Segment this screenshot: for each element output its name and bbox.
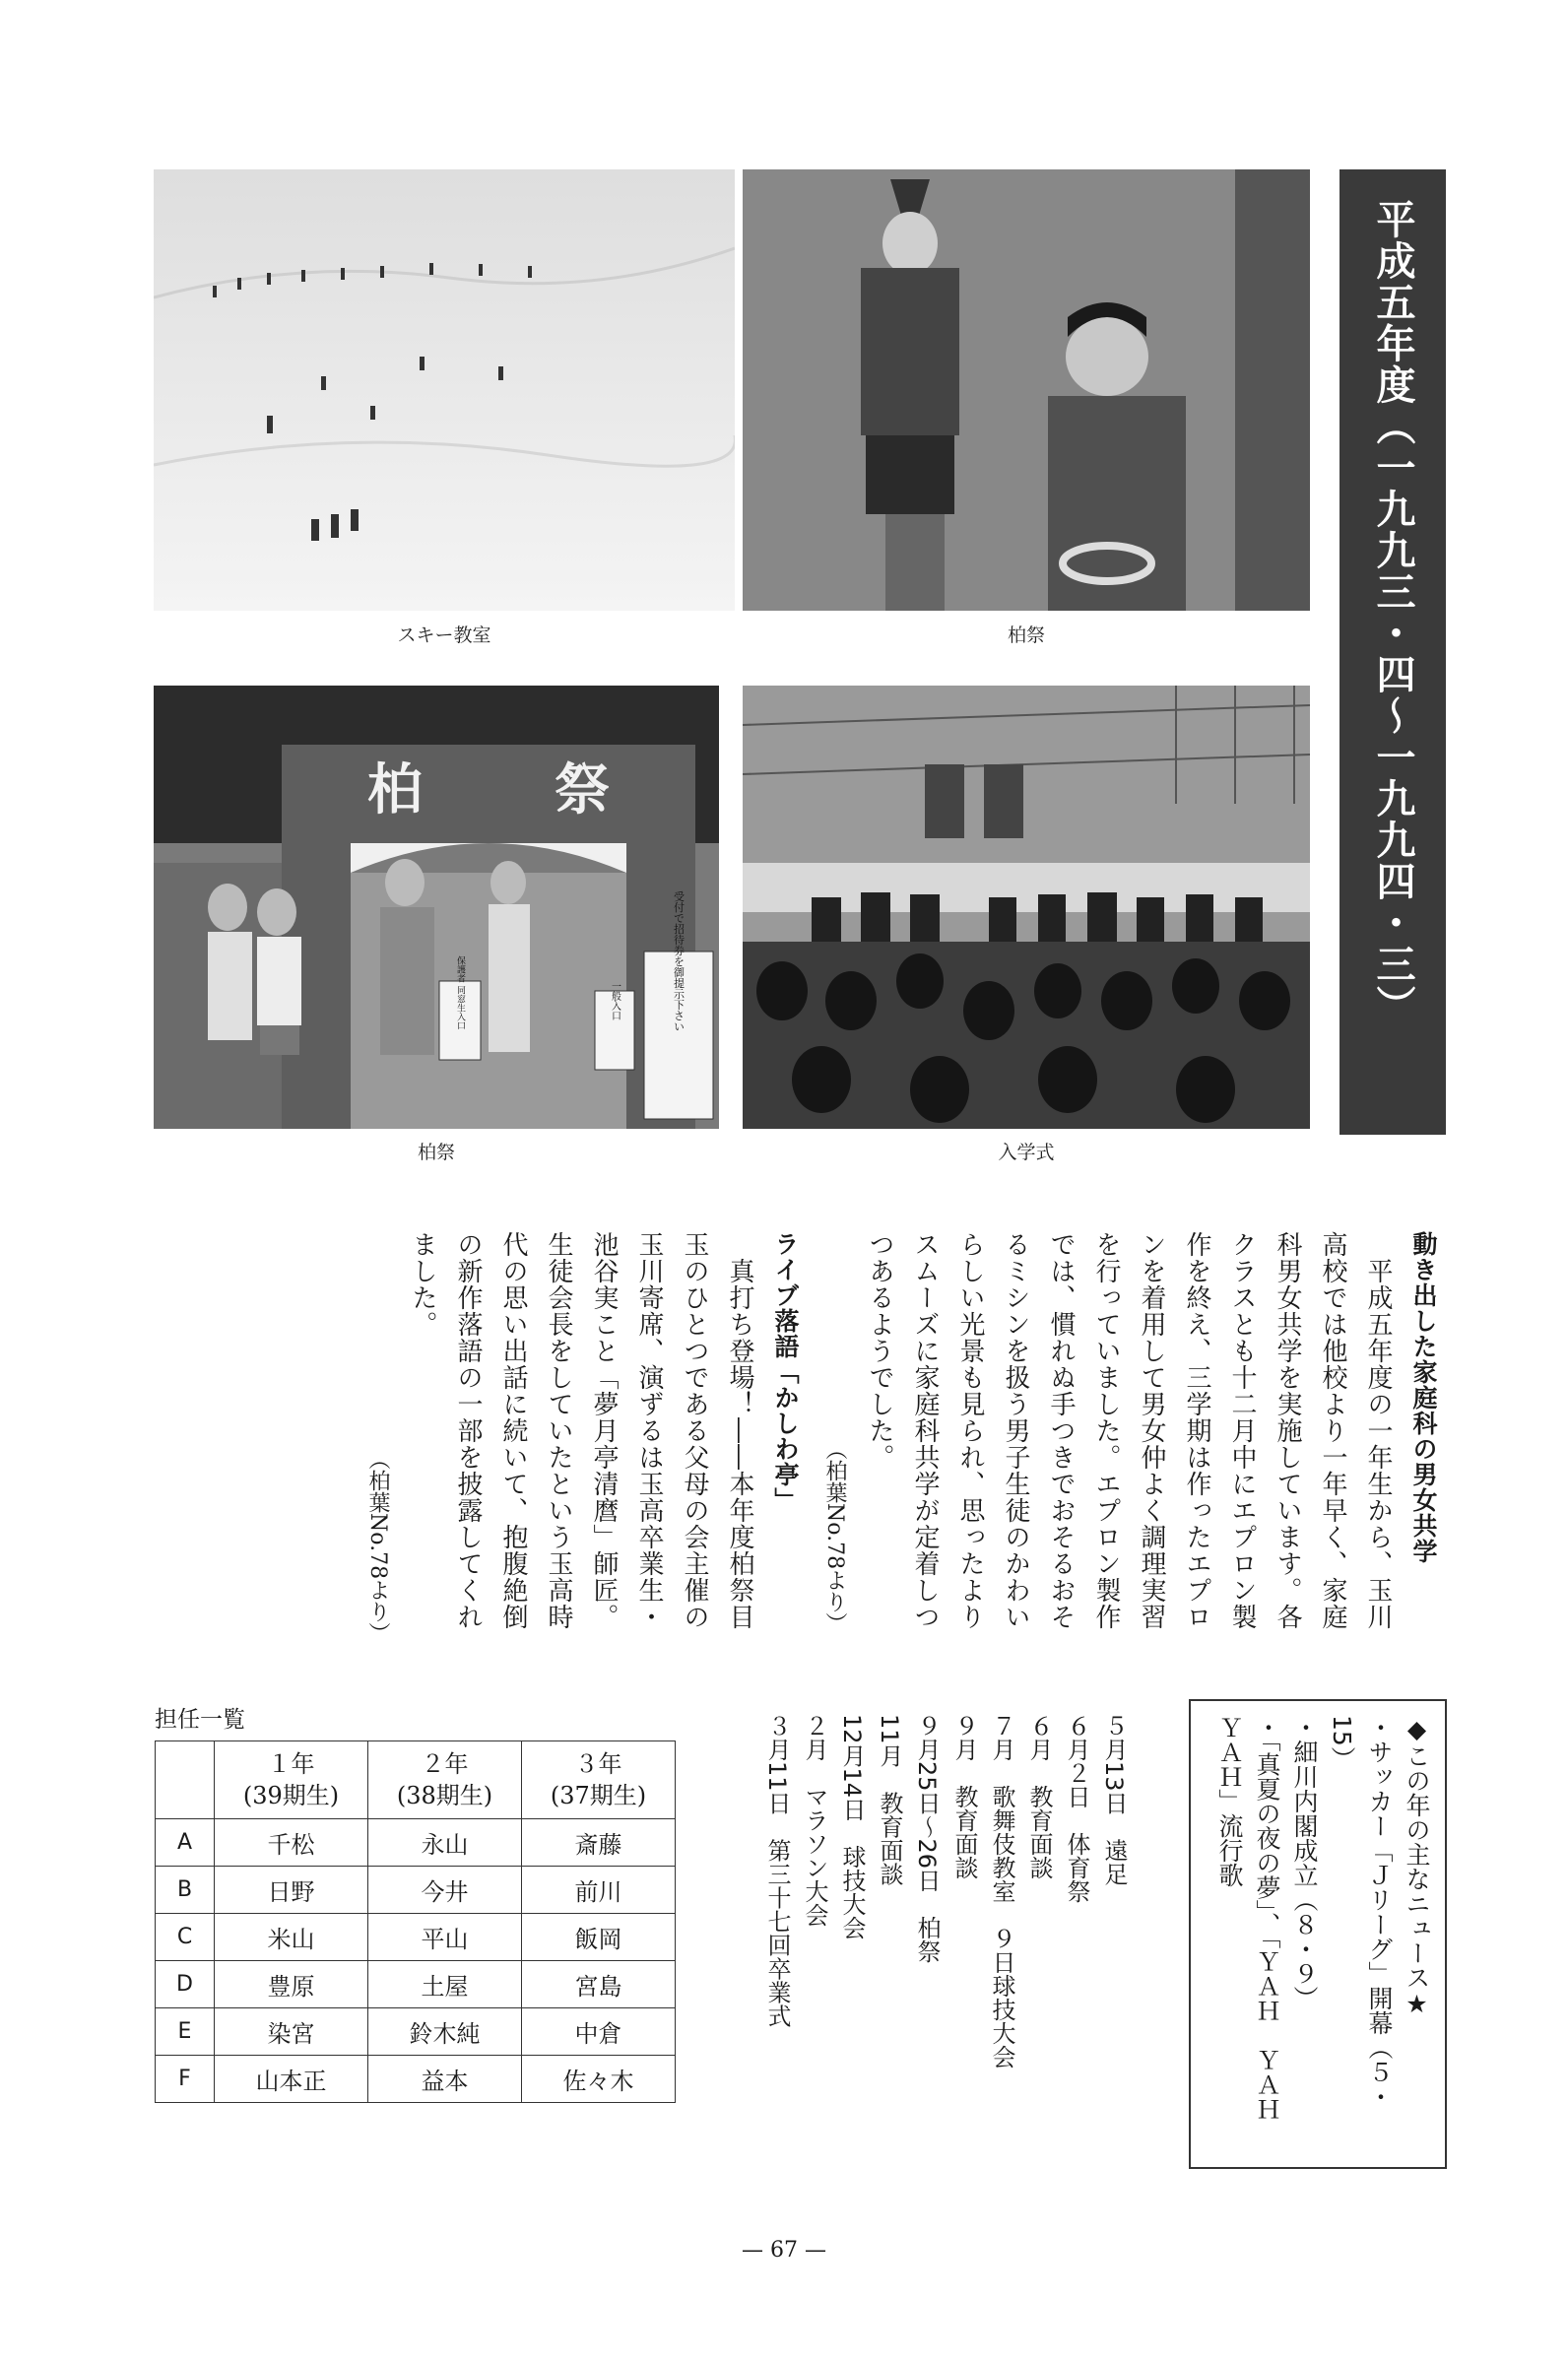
events-list xyxy=(758,1714,1133,2128)
article-home-economics-body: 平成五年度の一年生から、玉川高校では他校より一年早く、家庭科男女共学を実施しています。各クラスとも十二月中にエプロン製作を終え、三学期は作ったエプロンを着用して男女仲よく調理実習を行っていました。エプロン製作では、慣れぬ手つきでおそるおそるミシンを扱う男子生徒のかわいらしい光景も見られ、思ったよりスムーズに家庭科共学が定着しつつあるようでした。 xyxy=(865,1231,1393,1630)
table-row xyxy=(156,1914,676,1961)
photo-entrance-ceremony xyxy=(743,686,1310,1129)
class-cell: D xyxy=(156,1961,215,2008)
table-row xyxy=(156,1819,676,1867)
event-item: ７月 歌舞伎教室 ９日球技大会 xyxy=(988,1714,1015,2068)
photo-ski-class xyxy=(154,169,735,611)
event-item: 11月 教育面談 xyxy=(876,1714,903,1886)
title-band xyxy=(1339,169,1446,1135)
article-rakugo-source: （柏葉No.78より） xyxy=(365,1448,390,1645)
class-cell: C xyxy=(156,1914,215,1961)
table-row xyxy=(156,2056,676,2103)
teacher-cell: 飯岡 xyxy=(522,1914,676,1961)
event-item: ６月 教育面談 xyxy=(1025,1714,1053,1879)
teacher-cell: 佐々木 xyxy=(522,2056,676,2103)
event-item: ２月 マラソン大会 xyxy=(801,1714,828,1927)
photo-festival-gate xyxy=(154,686,719,1129)
teacher-cell: 土屋 xyxy=(368,1961,522,2008)
table-row xyxy=(156,1961,676,2008)
event-item: ９月 教育面談 xyxy=(950,1714,978,1879)
event-item: ６月２日 体育祭 xyxy=(1063,1714,1090,1903)
caption-entrance-ceremony: 入学式 xyxy=(998,1142,1055,1163)
news-item: ・サッカー「Ｊリーグ」開幕（５・15） xyxy=(1328,1715,1394,2109)
news-box xyxy=(1189,1699,1447,2169)
teacher-cell: 前川 xyxy=(522,1867,676,1914)
teacher-cell: 宮島 xyxy=(522,1961,676,2008)
gate-sign-left: 柏 xyxy=(367,758,423,822)
teacher-cell: 千松 xyxy=(215,1819,368,1867)
teacher-cell: 米山 xyxy=(215,1914,368,1961)
sign-guardian: 保護者 同窓生入口 xyxy=(455,955,465,1030)
table-row xyxy=(156,1867,676,1914)
teacher-cell: 山本正 xyxy=(215,2056,368,2103)
event-item: 12月14日 球技大会 xyxy=(838,1714,866,1940)
homeroom-table xyxy=(155,1740,676,2103)
article-home-economics-heading: 動き出した家庭科の男女共学 xyxy=(1409,1231,1438,1564)
class-cell: F xyxy=(156,2056,215,2103)
article-rakugo xyxy=(365,1231,808,1645)
teacher-cell: 今井 xyxy=(368,1867,522,1914)
grade-label: ２年 xyxy=(421,1750,469,1778)
news-item: ・細川内閣成立（８・９） xyxy=(1290,1715,1319,2010)
article-rakugo-heading: ライブ落語「かしわ亭」 xyxy=(771,1231,800,1513)
sign-ticket: 受付で招待券を御提示下さい xyxy=(672,890,686,1032)
class-cell: E xyxy=(156,2008,215,2056)
news-content xyxy=(1210,1715,1435,2158)
grade-label: ３年 xyxy=(574,1750,622,1778)
teacher-cell: 日野 xyxy=(215,1867,368,1914)
teacher-cell: 豊原 xyxy=(215,1961,368,2008)
event-item: ９月25日〜26日 柏祭 xyxy=(913,1714,941,1964)
teacher-cell: 斎藤 xyxy=(522,1819,676,1867)
sign-general: 一般入口 xyxy=(609,981,621,1020)
article-home-economics-source: （柏葉No.78より） xyxy=(822,1438,847,1635)
news-item: ・「真夏の夜の夢」、「ＹＡＨ ＹＡＨ ＹＡＨ」流行歌 xyxy=(1215,1715,1281,2146)
teacher-cell: 鈴木純 xyxy=(368,2008,522,2056)
teacher-cell: 平山 xyxy=(368,1914,522,1961)
event-item: ５月13日 遠足 xyxy=(1100,1714,1128,1886)
teacher-cell: 益本 xyxy=(368,2056,522,2103)
class-cell: B xyxy=(156,1867,215,1914)
caption-festival-gate: 柏祭 xyxy=(417,1142,455,1163)
article-rakugo-body: 真打ち登場！――本年度柏祭目玉のひとつである父母の会主催の玉川寄席、演ずるは玉高卒業生・池谷実こと「夢月亭清麿」師匠。生徒会長をしていたという玉高時代の思い出話に続いて、抱腹絶倒の新作落語の一部を披露してくれました。 xyxy=(408,1231,754,1630)
class-cell: A xyxy=(156,1819,215,1867)
article-home-economics xyxy=(822,1231,1446,1645)
page-number: — 67 — xyxy=(742,2238,826,2263)
table-header-row xyxy=(156,1741,676,1819)
header-corner xyxy=(156,1741,215,1819)
header-grade-1 xyxy=(215,1741,368,1819)
caption-festival-stage: 柏祭 xyxy=(1007,624,1045,646)
teacher-cell: 永山 xyxy=(368,1819,522,1867)
table-row xyxy=(156,2008,676,2056)
homeroom-title: 担任一覧 xyxy=(155,1707,245,1733)
gate-sign-right: 祭 xyxy=(555,758,610,822)
header-grade-2 xyxy=(368,1741,522,1819)
period-label: (37期生) xyxy=(550,1782,647,1809)
page-title: 平成五年度（一九九三・四〜一九九四・三） xyxy=(1370,199,1415,1026)
period-label: (38期生) xyxy=(396,1782,493,1809)
teacher-cell: 染宮 xyxy=(215,2008,368,2056)
grade-label: １年 xyxy=(267,1750,315,1778)
teacher-cell: 中倉 xyxy=(522,2008,676,2056)
caption-ski-class: スキー教室 xyxy=(397,624,491,646)
period-label: (39期生) xyxy=(242,1782,340,1809)
news-heading: ◆この年の主なニュース★ xyxy=(1403,1715,1431,2018)
header-grade-3 xyxy=(522,1741,676,1819)
photo-festival-stage xyxy=(743,169,1310,611)
event-item: ３月11日 第三十七回卒業式 xyxy=(763,1714,791,2028)
